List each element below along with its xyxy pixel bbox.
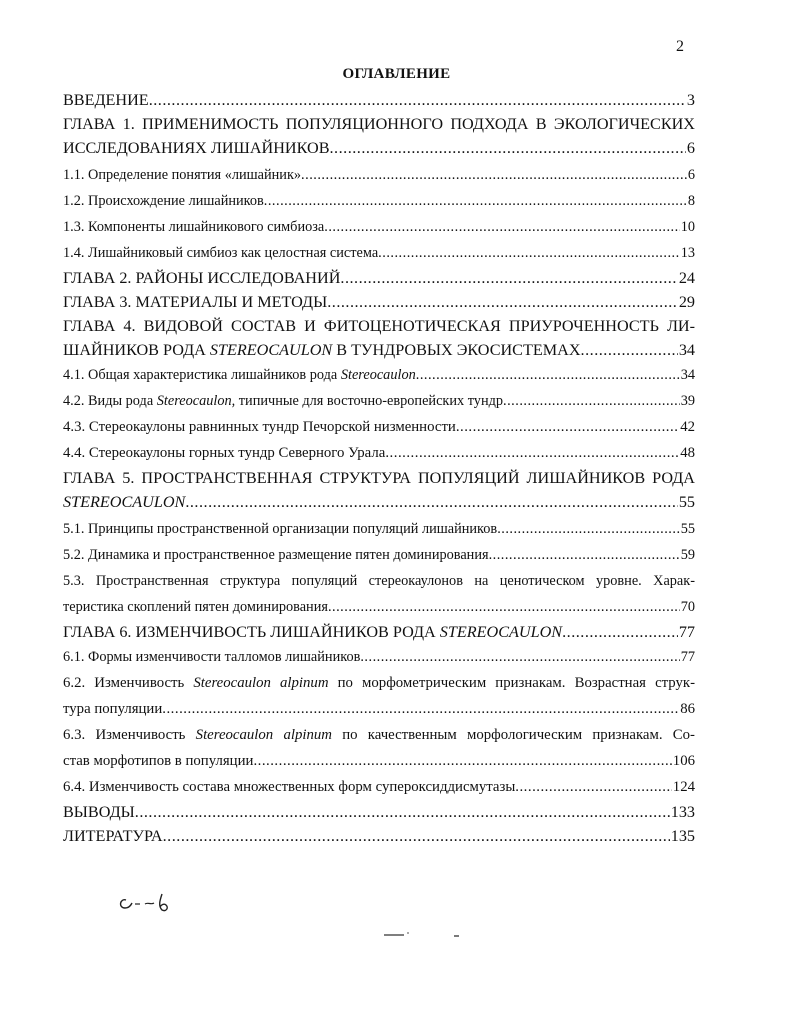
toc-entry-section-1-4 xyxy=(63,240,695,266)
leader-dots xyxy=(385,440,679,466)
toc-entry-chapter-1 xyxy=(63,136,695,160)
entry-title xyxy=(63,490,185,514)
entry-page: 29 xyxy=(678,293,695,311)
entry-page: 42 xyxy=(680,419,695,435)
toc-entry-chapter-5 xyxy=(63,490,695,514)
entry-page: 124 xyxy=(672,779,695,795)
entry-title: 6.1. Формы изменчивости талломов лишайников xyxy=(63,649,361,665)
leader-dots xyxy=(301,162,687,188)
title-text: ГЛАВА 6. ИЗМЕНЧИВОСТЬ ЛИШАЙНИКОВ РОДА xyxy=(63,623,440,641)
entry-page: 86 xyxy=(680,701,695,717)
leader-dots xyxy=(324,214,679,240)
title-text: по качественным морфологическим признакам. Со- xyxy=(331,727,695,743)
entry-title: 4.4. Стереокаулоны горных тундр Северного Урала xyxy=(63,445,386,461)
entry-page: 6 xyxy=(686,139,695,157)
entry-title xyxy=(63,620,562,644)
table-of-contents xyxy=(63,88,695,848)
leader-dots xyxy=(149,88,686,112)
leader-dots xyxy=(378,240,680,266)
genus-name: STEREOCAULON xyxy=(63,493,186,511)
toc-entry-section-4-2 xyxy=(63,388,695,414)
title-text: В ТУНДРОВЫХ ЭКОСИСТЕМАХ xyxy=(332,341,581,359)
genus-name: STEREOCAULON xyxy=(439,623,563,641)
page-number: 2 xyxy=(676,38,684,55)
toc-entry-chapter-1-line-1: ГЛАВА 1. ПРИМЕНИМОСТЬ ПОПУЛЯЦИОННОГО ПОДХОДА В ЭКОЛОГИЧЕСКИХ xyxy=(63,115,695,133)
entry-title: 5.1. Принципы пространственной организации популяций лишайников xyxy=(63,521,498,537)
toc-entry-section-6-4 xyxy=(63,774,695,800)
toc-entry-section-6-1 xyxy=(63,644,695,670)
leader-dots xyxy=(135,800,670,824)
entry-title: ИССЛЕДОВАНИЯХ ЛИШАЙНИКОВ xyxy=(63,139,330,157)
entry-title xyxy=(63,388,503,414)
entry-title: 1.2. Происхождение лишайников xyxy=(63,193,264,209)
toc-entry-section-6-2-line-1 xyxy=(63,670,695,696)
title-text: типичные для восточно-европейских тундр xyxy=(235,393,504,409)
entry-page: 34 xyxy=(678,341,695,359)
toc-entry-section-6-3 xyxy=(63,748,695,774)
species-name: Stereocaulon alpinum xyxy=(195,727,332,743)
toc-entry-section-1-1 xyxy=(63,162,695,188)
title-text: ШАЙНИКОВ РОДА xyxy=(63,341,210,359)
entry-title: 1.1. Определение понятия «лишайник» xyxy=(63,167,302,183)
entry-page: 135 xyxy=(670,827,695,845)
toc-title: ОГЛАВЛЕНИЕ xyxy=(342,66,451,82)
entry-title: 6.4. Изменчивость состава множественных форм супероксиддисмутазы xyxy=(63,779,516,795)
leader-dots xyxy=(185,490,677,514)
leader-dots xyxy=(581,338,678,362)
toc-entry-section-1-2 xyxy=(63,188,695,214)
toc-entry-section-5-3-line-1: 5.3. Пространственная структура популяций стереокаулонов на ценотическом уровне. Харак- xyxy=(63,573,695,589)
leader-dots xyxy=(162,696,679,722)
entry-page: 34 xyxy=(680,367,695,383)
leader-dots xyxy=(360,644,679,670)
leader-dots xyxy=(456,414,679,440)
title-text: 6.2. Изменчивость xyxy=(63,675,194,691)
title-text: 4.2. Виды рода xyxy=(63,393,157,409)
entry-page: 77 xyxy=(680,649,695,665)
entry-page: 8 xyxy=(687,193,695,209)
entry-page: 55 xyxy=(680,521,695,537)
toc-entry-section-6-2 xyxy=(63,696,695,722)
entry-page: 59 xyxy=(680,547,695,563)
title-text: 6.3. Изменчивость xyxy=(63,727,196,743)
toc-entry-section-4-3 xyxy=(63,414,695,440)
toc-entry-conclusions xyxy=(63,800,695,824)
leader-dots xyxy=(264,188,687,214)
handwritten-mark xyxy=(112,888,182,918)
leader-dots xyxy=(327,290,678,314)
toc-entry-chapter-4 xyxy=(63,338,695,362)
leader-dots xyxy=(163,824,670,848)
entry-title: ВВЕДЕНИЕ xyxy=(63,91,149,109)
toc-entry-section-4-4 xyxy=(63,440,695,466)
toc-entry-section-6-3-line-1 xyxy=(63,722,695,748)
entry-title: тура популяции xyxy=(63,701,163,717)
entry-page: 70 xyxy=(680,599,695,615)
entry-page: 13 xyxy=(680,245,695,261)
toc-entry-chapter-6 xyxy=(63,620,695,644)
entry-title: ВЫВОДЫ xyxy=(63,803,135,821)
entry-page: 10 xyxy=(680,219,695,235)
entry-title: ГЛАВА 2. РАЙОНЫ ИССЛЕДОВАНИЙ xyxy=(63,269,341,287)
toc-entry-section-1-3 xyxy=(63,214,695,240)
leader-dots xyxy=(253,748,671,774)
entry-page: 77 xyxy=(678,623,695,641)
entry-title xyxy=(63,338,581,362)
entry-page: 6 xyxy=(687,167,695,183)
leader-dots xyxy=(497,516,680,542)
entry-title: 1.3. Компоненты лишайникового симбиоза xyxy=(63,219,325,235)
genus-name: Stereocaulon, xyxy=(156,393,236,409)
leader-dots xyxy=(416,362,680,388)
entry-page: 106 xyxy=(672,753,695,769)
leader-dots xyxy=(328,594,680,620)
toc-entry-chapter-2 xyxy=(63,266,695,290)
toc-entry-chapter-4-line-1: ГЛАВА 4. ВИДОВОЙ СОСТАВ И ФИТОЦЕНОТИЧЕСКАЯ ПРИУРОЧЕННОСТЬ ЛИ- xyxy=(63,317,695,335)
leader-dots xyxy=(503,388,680,414)
entry-title: ЛИТЕРАТУРА xyxy=(63,827,163,845)
toc-entry-section-4-1 xyxy=(63,362,695,388)
toc-entry-section-5-2 xyxy=(63,542,695,568)
toc-entry-introduction xyxy=(63,88,695,112)
toc-entry-chapter-5-line-1: ГЛАВА 5. ПРОСТРАНСТВЕННАЯ СТРУКТУРА ПОПУЛЯЦИЙ ЛИШАЙНИКОВ РОДА xyxy=(63,469,695,487)
entry-title: 5.2. Динамика и пространственное размещение пятен доминирования xyxy=(63,547,489,563)
title-text: по морфометрическим признакам. Возрастная струк- xyxy=(328,675,696,691)
genus-name: Stereocaulon xyxy=(340,367,416,383)
entry-page: 39 xyxy=(680,393,695,409)
entry-title xyxy=(63,362,416,388)
toc-entry-section-5-1 xyxy=(63,516,695,542)
leader-dots xyxy=(562,620,678,644)
leader-dots xyxy=(515,774,672,800)
entry-title: теристика скоплений пятен доминирования xyxy=(63,599,328,615)
genus-name: STEREOCAULON xyxy=(209,341,333,359)
entry-page: 24 xyxy=(678,269,695,287)
toc-entry-chapter-3 xyxy=(63,290,695,314)
leader-dots xyxy=(489,542,680,568)
scan-artifact-marks xyxy=(382,927,462,939)
entry-title: 1.4. Лишайниковый симбиоз как целостная система xyxy=(63,245,379,261)
leader-dots xyxy=(340,266,677,290)
species-name: Stereocaulon alpinum xyxy=(193,675,329,691)
leader-dots xyxy=(330,136,686,160)
title-text: 4.1. Общая характеристика лишайников рода xyxy=(63,367,341,383)
entry-page: 3 xyxy=(686,91,695,109)
entry-page: 133 xyxy=(670,803,695,821)
entry-page: 55 xyxy=(678,493,695,511)
entry-title: ГЛАВА 3. МАТЕРИАЛЫ И МЕТОДЫ xyxy=(63,293,328,311)
toc-entry-section-5-3 xyxy=(63,594,695,620)
entry-page: 48 xyxy=(680,445,695,461)
entry-title: став морфотипов в популяции xyxy=(63,753,254,769)
entry-title: 4.3. Стереокаулоны равнинных тундр Печорской низменности xyxy=(63,419,456,435)
toc-entry-literature xyxy=(63,824,695,848)
